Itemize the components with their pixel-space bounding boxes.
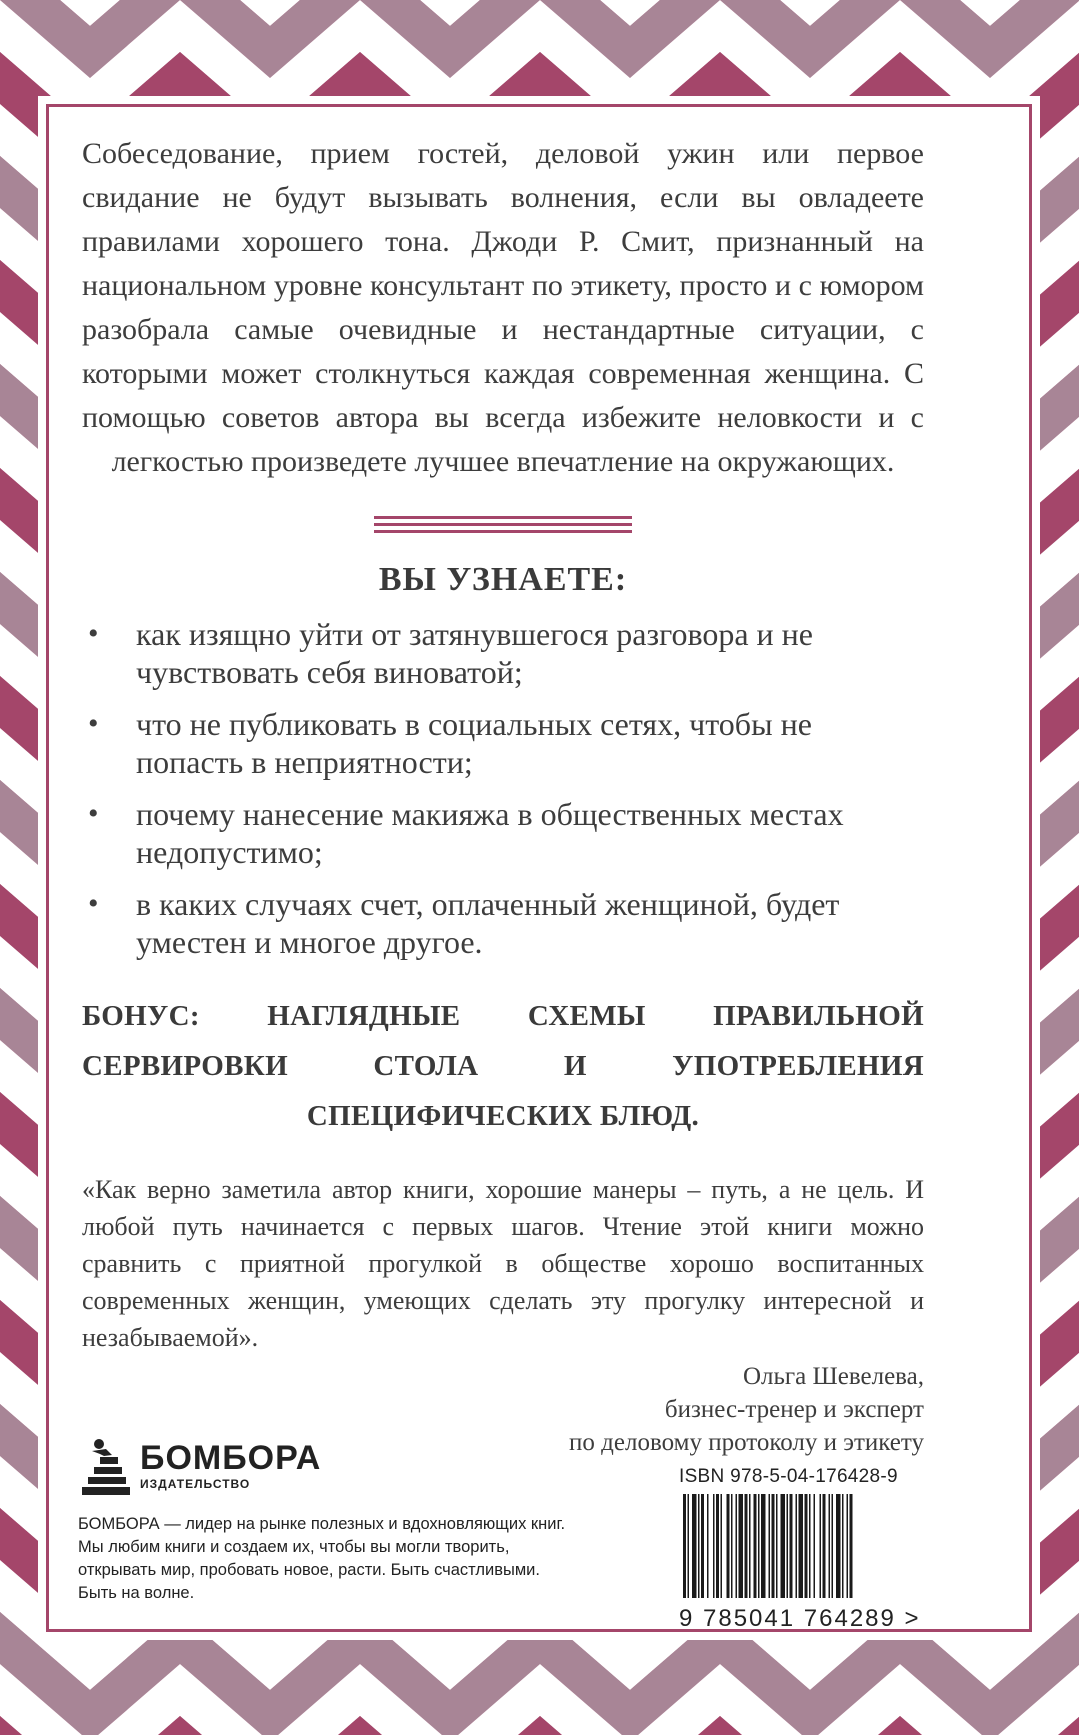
bullet-icon: • — [88, 797, 99, 830]
bonus-text: БОНУС: НАГЛЯДНЫЕ СХЕМЫ ПРАВИЛЬНОЙ СЕРВИРОВКИ СТОЛА И УПОТРЕБЛЕНИЯ СПЕЦИФИЧЕСКИХ БЛЮД. — [82, 1000, 924, 1132]
attribution-role: по деловому протоколу и этикету — [569, 1429, 924, 1456]
barcode-icon — [679, 1494, 941, 1604]
divider — [374, 516, 632, 533]
publisher-block — [78, 1431, 568, 1605]
bullet-icon: • — [88, 707, 99, 740]
list-item-text: в каких случаях счет, оплаченный женщиной, будет уместен и многое другое. — [136, 886, 840, 960]
learn-list — [82, 615, 924, 961]
attribution-name: Ольга Шевелева, — [743, 1363, 924, 1390]
publisher-description: БОМБОРА — лидер на рынке полезных и вдохновляющих книг. Мы любим книги и создаем их, чтобы вы могли творить, открывать мир, пробовать новое, расти. Быть счастливыми. Быть на волне. — [78, 1515, 566, 1602]
intro-paragraph: Собеседование, прием гостей, деловой ужин или первое свидание не будут вызывать волнения, если вы овладеете правилами хорошего тона. Джоди Р. Смит, признанный на национальном уровне консультант по этикету, просто и с юмором разобрала самые очевидные и нестандартные ситуации, с которыми может столкнуться каждая современная женщина. С помощью советов автора вы всегда избежите неловкости и с легкостью произведете лучшее впечатление на окружающих. — [82, 137, 924, 478]
list-item — [82, 795, 924, 871]
list-item-text: что не публиковать в социальных сетях, чтобы не попасть в неприятности; — [136, 706, 812, 780]
logo-subtitle: ИЗДАТЕЛЬСТВО — [140, 1477, 251, 1491]
bullet-icon: • — [88, 617, 99, 650]
text-panel — [38, 96, 1040, 1640]
bullet-icon: • — [88, 887, 99, 920]
publisher-logo — [78, 1431, 568, 1501]
logo-name: БОМБОРА — [140, 1439, 322, 1477]
isbn-label: ISBN 978-5-04-176428-9 — [679, 1466, 898, 1487]
panel-content — [82, 132, 924, 1459]
list-item-text: почему нанесение макияжа в общественных местах недопустимо; — [136, 796, 844, 870]
attribution-role: бизнес-тренер и эксперт — [664, 1396, 924, 1423]
bombora-stairs-figure-icon — [78, 1435, 134, 1497]
list-item — [82, 885, 924, 961]
list-item-text: как изящно уйти от затянувшегося разговора и не чувствовать себя виноватой; — [136, 616, 813, 690]
barcode-number: 9 785041 764289 > — [679, 1605, 921, 1632]
learn-heading: ВЫ УЗНАЕТЕ: — [378, 561, 628, 598]
isbn-block — [679, 1466, 969, 1633]
review-quote: «Как верно заметила автор книги, хорошие манеры – путь, а не цель. И любой путь начинается с первых шагов. Чтение этой книги можно сравнить с приятной прогулкой в обществе хорошо воспитанных современных женщин, умеющих сделать эту прогулку интересной и незабываемой». — [82, 1175, 924, 1352]
list-item — [82, 705, 924, 781]
list-item — [82, 615, 924, 691]
